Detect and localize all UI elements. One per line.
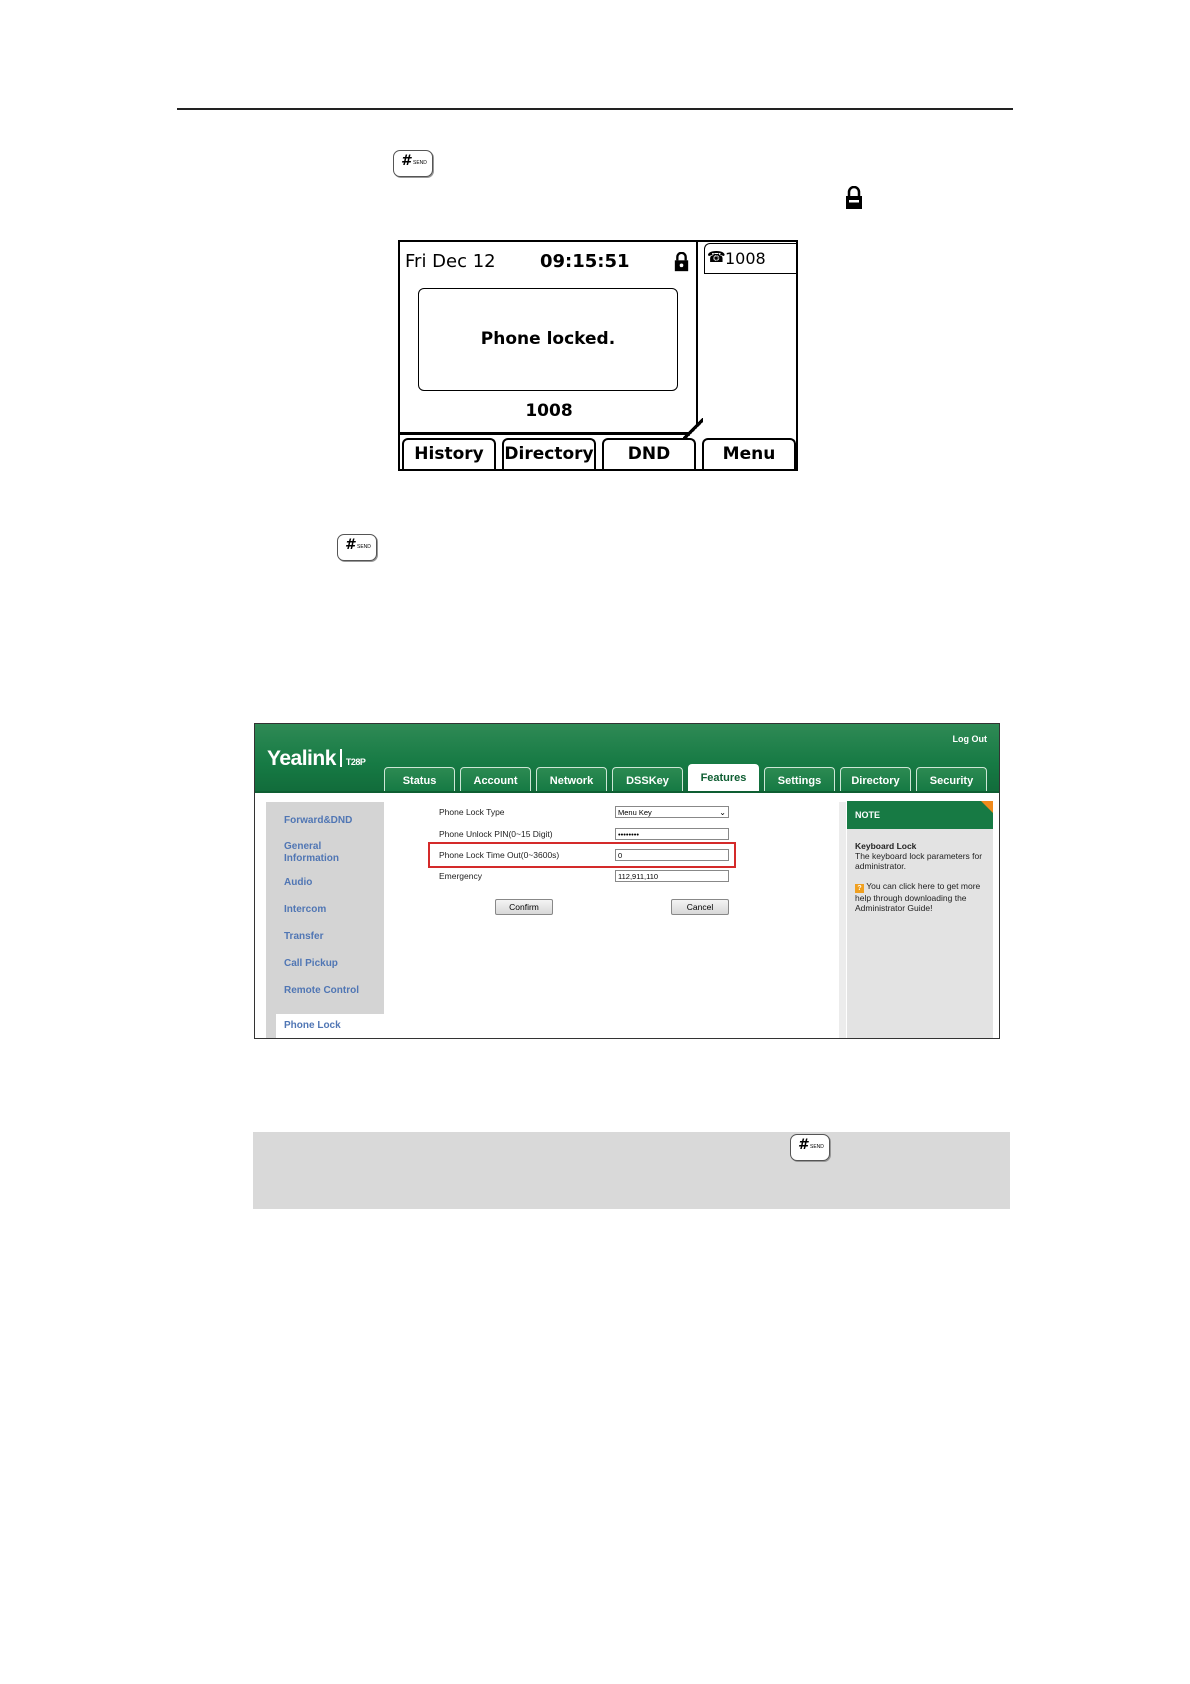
sidebar-item-transfer[interactable]: Transfer <box>284 931 324 942</box>
confirm-button[interactable]: Confirm <box>495 899 553 915</box>
sidebar-item-remote-control[interactable]: Remote Control <box>284 985 359 996</box>
web-ui-screenshot <box>254 723 1000 1039</box>
note-help-link[interactable]: You can click here to get more help through downloading the Administrator Guide! <box>855 881 981 913</box>
tab-status[interactable]: Status <box>384 767 455 791</box>
phone-lcd-screen <box>398 240 798 471</box>
tab-directory[interactable]: Directory <box>840 767 911 791</box>
chevron-down-icon: ⌄ <box>719 808 726 817</box>
features-sidebar <box>266 802 384 1039</box>
unlock-pin-input[interactable]: •••••••• <box>615 828 729 840</box>
yealink-logo: Yealink T28P <box>267 747 366 770</box>
lcd-date: Fri Dec 12 <box>405 251 496 272</box>
logout-link[interactable]: Log Out <box>952 734 987 744</box>
help-icon[interactable]: ? <box>855 884 864 893</box>
note-corner-icon <box>981 801 993 813</box>
phone-lock-type-label: Phone Lock Type <box>439 807 505 817</box>
lock-status-icon <box>674 252 689 272</box>
lock-timeout-input[interactable]: 0 <box>615 849 729 861</box>
sidebar-item-call-pickup[interactable]: Call Pickup <box>284 958 338 969</box>
note-heading: NOTE <box>847 801 993 829</box>
softkey-menu[interactable]: Menu <box>702 438 796 469</box>
softkey-dnd[interactable]: DND <box>602 438 696 469</box>
lock-message-box <box>418 288 678 391</box>
hash-send-key-icon: # SEND <box>393 150 433 177</box>
content-divider <box>839 802 846 1039</box>
tab-security[interactable]: Security <box>916 767 987 791</box>
softkey-directory[interactable]: Directory <box>502 438 596 469</box>
lcd-time: 09:15:51 <box>540 251 630 272</box>
hash-send-key-icon: # SEND <box>337 534 377 561</box>
lcd-main-area <box>400 242 698 435</box>
note-title: Keyboard Lock <box>855 841 917 851</box>
lcd-corner <box>683 418 703 438</box>
note-bar <box>253 1132 1010 1209</box>
tab-features[interactable]: Features <box>688 764 759 791</box>
note-text: The keyboard lock parameters for administrator. <box>855 851 983 871</box>
softkey-bar <box>400 438 796 469</box>
line-key-label: 1008 <box>725 249 766 268</box>
softkey-history[interactable]: History <box>402 438 496 469</box>
emergency-label: Emergency <box>439 871 482 881</box>
sidebar-item-general-information[interactable]: General Information <box>284 841 339 864</box>
sidebar-item-phone-lock[interactable]: Phone Lock <box>284 1020 341 1031</box>
sidebar-item-intercom[interactable]: Intercom <box>284 904 327 915</box>
main-tabs <box>384 767 987 791</box>
header-rule <box>177 108 1013 110</box>
tab-dsskey[interactable]: DSSKey <box>612 767 683 791</box>
cancel-button[interactable]: Cancel <box>671 899 729 915</box>
unlock-pin-label: Phone Unlock PIN(0~15 Digit) <box>439 829 553 839</box>
emergency-input[interactable]: 112,911,110 <box>615 870 729 882</box>
lcd-extension: 1008 <box>525 401 573 421</box>
lock-message: Phone locked. <box>480 329 616 349</box>
note-panel <box>847 801 993 1039</box>
web-header <box>255 724 999 793</box>
sidebar-item-audio[interactable]: Audio <box>284 877 313 888</box>
line-key[interactable] <box>704 243 796 274</box>
sidebar-item-forward-dnd[interactable]: Forward&DND <box>284 815 353 826</box>
padlock-icon <box>845 186 863 210</box>
tab-network[interactable]: Network <box>536 767 607 791</box>
phone-lock-type-select[interactable]: Menu Key ⌄ <box>615 806 729 818</box>
note-body <box>855 841 989 913</box>
phone-handset-icon: ☎ <box>707 248 726 266</box>
hash-send-key-icon: # SEND <box>790 1134 830 1161</box>
lock-timeout-label: Phone Lock Time Out(0~3600s) <box>439 850 560 860</box>
tab-settings[interactable]: Settings <box>764 767 835 791</box>
tab-account[interactable]: Account <box>460 767 531 791</box>
